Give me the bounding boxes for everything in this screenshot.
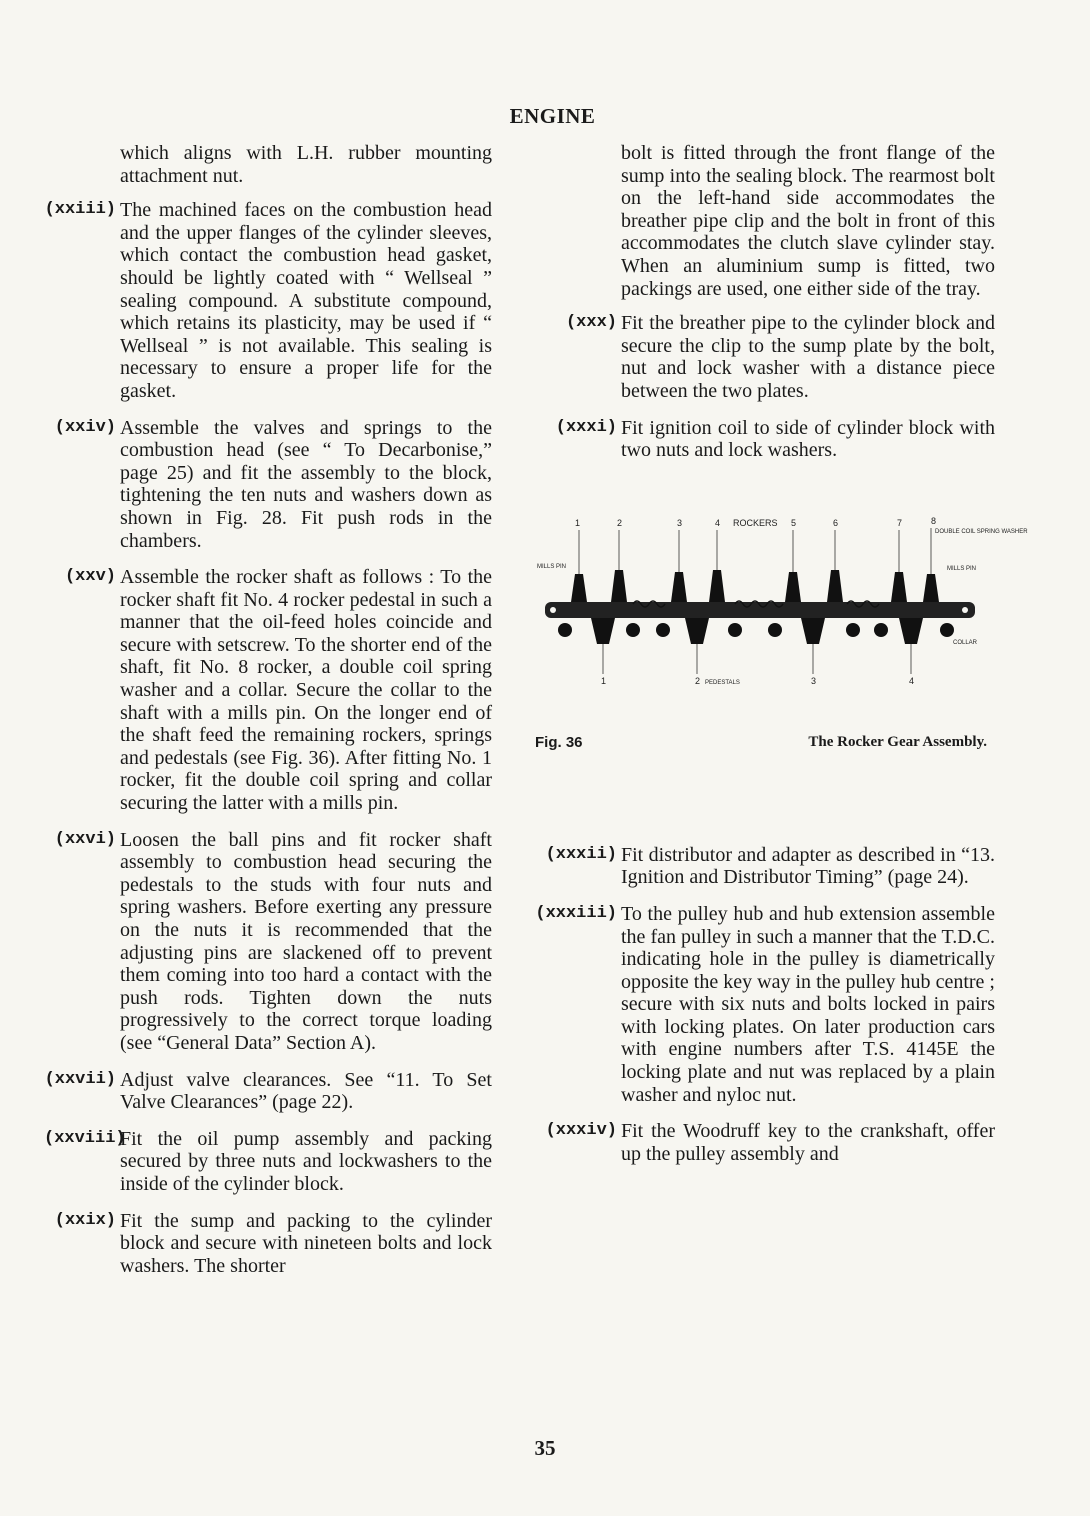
item-text: Fit the oil pump assembly and packing secured by three nuts and lockwashers to the inside of the cylinder block. xyxy=(120,1127,492,1195)
pedestal-number-label: 2 xyxy=(695,675,701,686)
rocker-number-label: 4 xyxy=(715,517,721,528)
instruction-item xyxy=(44,1210,492,1278)
rocker-adjusters xyxy=(558,623,954,637)
pedestal-number-label: 3 xyxy=(811,675,817,686)
rocker-number-label: 8 xyxy=(931,515,937,526)
item-number: (xxxii) xyxy=(545,844,617,864)
rocker-number-label: 7 xyxy=(897,517,903,528)
item-text: The machined faces on the combustion head and the upper flanges of the cylinder sleeves, which contact the combustion head gasket, should be lightly coated with “ Wellseal ” sealing compound. A substitute compound, which retains its plasticity, may be used if “ Wellseal ” is not available. This sealing is necessary to ensure a proper life for the gasket. xyxy=(120,199,492,402)
instruction-item xyxy=(44,829,492,1055)
item-number: (xxiii) xyxy=(44,200,116,220)
item-number: (xxxiv) xyxy=(545,1121,617,1141)
figure-number: Fig. 36 xyxy=(535,733,583,751)
rocker-number-label: 3 xyxy=(677,517,683,528)
pedestal-number-label: 1 xyxy=(601,675,607,686)
collar-label: COLLAR xyxy=(953,639,978,646)
pedestals xyxy=(591,618,923,644)
item-number: (xxviii) xyxy=(44,1128,126,1148)
rockers xyxy=(571,570,939,602)
instruction-item xyxy=(535,844,995,889)
item-text: To the pulley hub and hub extension assemble the fan pulley in such a manner that the T.D.C. indicating hole in the pulley is diametrically opposite the key way in the pulley hub centre ; secure with six nuts and bolts locked in pairs with locking plates. On later production cars with engine numbers after T.S. 4145E the locking plate and nut was replaced by a plain washer and nyloc nut. xyxy=(621,902,995,1106)
item-text: Fit distributor and adapter as described in “13. Ignition and Distributor Timing” (page 24). xyxy=(621,843,995,889)
page-number: 35 xyxy=(534,1436,556,1460)
item-number: (xxxi) xyxy=(555,417,617,437)
rocker-number-label: 5 xyxy=(791,517,797,528)
instruction-item xyxy=(535,417,995,462)
instruction-item xyxy=(535,312,995,402)
rocker-gear-figure xyxy=(535,504,1028,754)
mills-pin-label-left: MILLS PIN xyxy=(537,563,567,570)
item-number: (xxvii) xyxy=(44,1069,116,1089)
item-number: (xxvi) xyxy=(54,829,116,849)
instruction-item xyxy=(44,417,492,553)
right-intro: bolt is fitted through the front flange of the sump into the sealing block. The rearmost bolt on the left-hand side accommodates the breather pipe clip and the bolt in front of this accommodates the clutch slave cylinder stay. When an aluminium sump is fitted, two packings are used, one either side of the tray. xyxy=(621,142,995,300)
item-text: Assemble the valves and springs to the combustion head (see “ To Decarbonise,” page 25) and fit the assembly to the block, tightening the ten nuts and washers down as shown in Fig. 28. Fit push rods in the chambers. xyxy=(120,416,492,552)
item-number: (xxv) xyxy=(64,567,116,587)
item-number: (xxxiii) xyxy=(535,903,617,923)
instruction-item xyxy=(44,1128,492,1196)
instruction-item xyxy=(535,903,995,1106)
instruction-item xyxy=(535,1120,995,1165)
item-text: Fit the breather pipe to the cylinder block and secure the clip to the sump plate by the bolt, nut and lock washer with a distance piece between the two plates. xyxy=(621,312,995,402)
instruction-item xyxy=(44,1069,492,1114)
instruction-item xyxy=(44,199,492,402)
page-title: ENGINE xyxy=(509,104,596,128)
left-column xyxy=(44,142,492,1291)
double-coil-spring-washer-label: DOUBLE COIL SPRING WASHER xyxy=(935,528,1028,535)
item-text: Loosen the ball pins and fit rocker shaft assembly to combustion head securing the pedestals to the studs with four nuts and spring washers. Before exerting any pressure on the nuts it is recommended that the adjusting pins are slackened off to prevent them coming into too hard a contact with the push rods. Tighten down the nuts progressively to the correct torque loading (see “General Data” Section A). xyxy=(120,828,492,1054)
rocker-number-label: 6 xyxy=(833,517,839,528)
rocker-gear-diagram xyxy=(535,504,1028,724)
pedestals-label: PEDESTALS xyxy=(705,679,740,686)
item-text: Fit the Woodruff key to the crankshaft, offer up the pulley assembly and xyxy=(621,1120,995,1165)
item-text: Adjust valve clearances. See “11. To Set Valve Clearances” (page 22). xyxy=(120,1068,492,1114)
figure-caption xyxy=(535,734,995,751)
instruction-item xyxy=(44,566,492,815)
item-number: (xxx) xyxy=(565,313,617,333)
mills-pin-label-right: MILLS PIN xyxy=(947,565,977,572)
figure-title: The Rocker Gear Assembly. xyxy=(808,733,987,750)
item-text: Fit ignition coil to side of cylinder block with two nuts and lock washers. xyxy=(621,416,995,462)
item-number: (xxix) xyxy=(54,1210,116,1230)
pedestal-number-label: 4 xyxy=(909,675,915,686)
rockers-label: ROCKERS xyxy=(733,517,778,528)
item-text: Assemble the rocker shaft as follows : To the rocker shaft fit No. 4 rocker pedestal in such a manner that the oil-feed holes coincide and secure with setscrew. To the shorter end of the shaft, fit No. 8 rocker, a double coil spring washer and a collar. Secure the collar to the shaft with a mills pin. On the longer end of the shaft feed the remaining rockers, springs and pedestals (see Fig. 36). After fitting No. 1 rocker, fit the double coil spring and collar securing the latter with a mills pin. xyxy=(120,566,492,815)
item-number: (xxiv) xyxy=(54,417,116,437)
left-intro: which aligns with L.H. rubber mounting attachment nut. xyxy=(120,142,492,187)
right-column xyxy=(535,142,1028,1179)
rocker-number-label: 2 xyxy=(617,517,623,528)
rocker-number-label: 1 xyxy=(575,517,581,528)
item-text: Fit the sump and packing to the cylinder block and secure with nineteen bolts and lock washers. The shorter xyxy=(120,1209,492,1277)
